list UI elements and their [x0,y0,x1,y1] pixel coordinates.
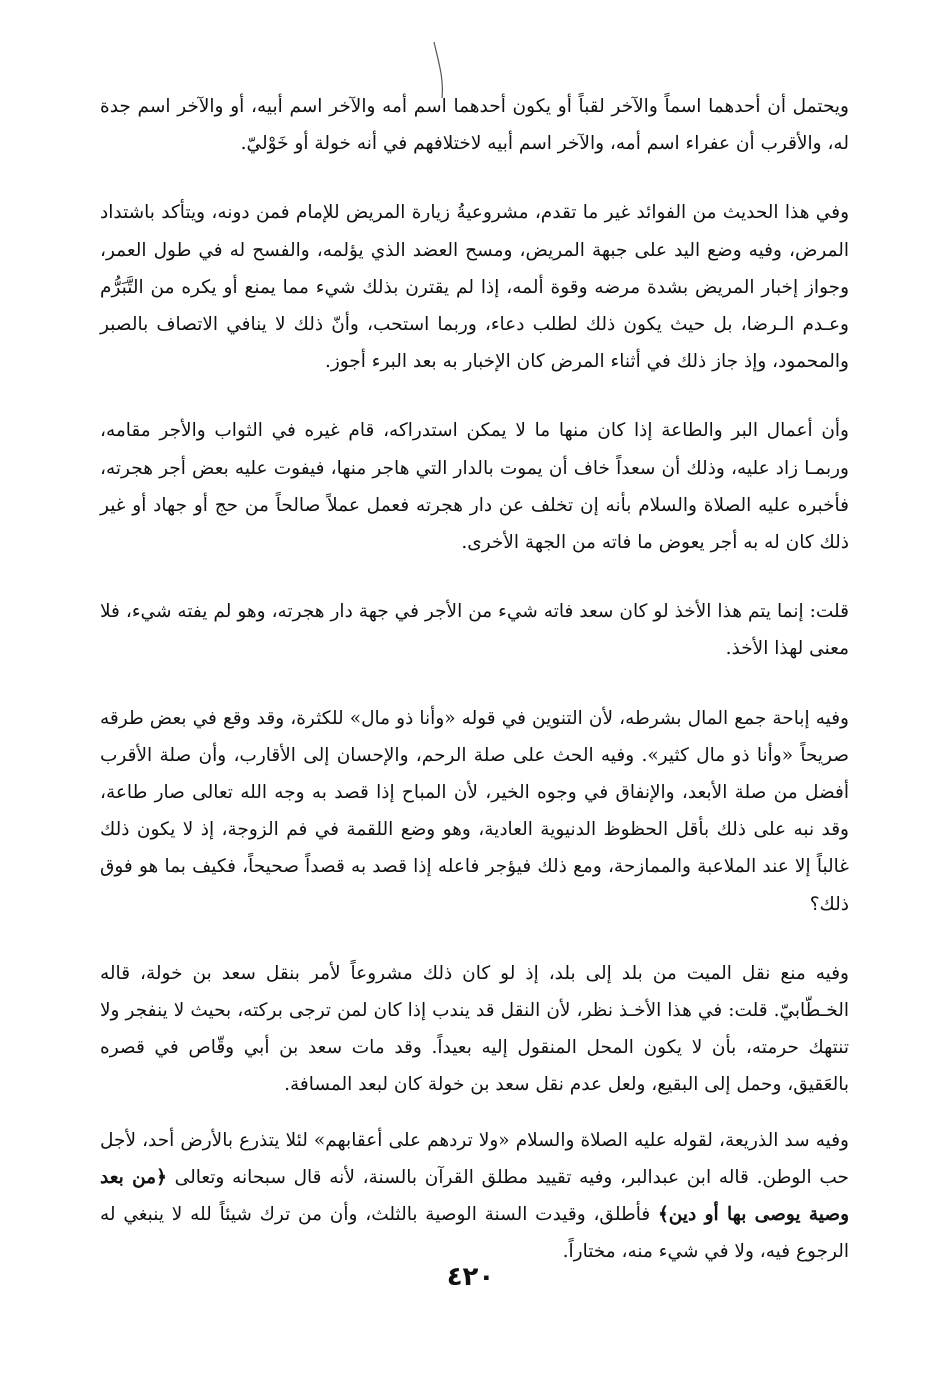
paragraph-1: ويحتمل أن أحدهما اسماً والآخر لقباً أو يكون أحدهما اسم أمه والآخر اسم أبيه، أو والآخر اسم جدة له، والأقرب أن عفراء اسم أمه، والآخر اسم أبيه لاختلافهم في أنه خولة أو خَوْليّ. [100,96,849,155]
paragraph-3: وأن أعمال البر والطاعة إذا كان منها ما لا يمكن استدراكه، قام غيره في الثواب والأجر مقامه، وربمـا زاد عليه، وذلك أن سعداً خاف أن يموت بالدار التي هاجر منها، فيفوت عليه بعض أجر هجرته، فأخبره عليه الصلاة والسلام بأنه إن تخلف عن دار هجرته فعمل عملاً صالحاً من حج أو جهاد أو غير ذلك كان له به أجر يعوض ما فاته من الجهة الأخرى. [100,420,849,554]
paragraph-7-start: وفيه سد الذريعة، لقوله عليه الصلاة والسلام «ولا تردهم على أعقابهم» لئلا يتذرع بالأرض أحد، لأجل حب الوطن. قاله ابن عبدالبر، وفيه تقييد مطلق القرآن بالسنة، لأنه قال سبحانه وتعالى [100,1129,849,1188]
page-number: ٤٢٠ [446,1262,495,1292]
paragraph-7 [100,1122,849,1271]
paragraph-6: وفيه منع نقل الميت من بلد إلى بلد، إذ لو كان ذلك مشروعاً لأمر بنقل سعد بن خولة، قاله الخـطّابيّ. قلت: في هذا الأخـذ نظر، لأن النقل قد يندب إذا كان لمن ترجى بركته، بحيث لا ينفجر ولا تنتهك حرمته، بأن لا يكون المحل المنقول إليه بعيداً. وقد مات سعد بن أبي وقّاص في قصره بالعَقيق، وحمل إلى البقيع، ولعل عدم نقل سعد بن خولة كان لبعد المسافة. [100,962,849,1096]
paragraph-2: وفي هذا الحديث من الفوائد غير ما تقدم، مشروعيةُ زيارة المريض للإمام فمن دونه، ويتأكد باشتداد المرض، وفيه وضع اليد على جبهة المريض، ومسح العضد الذي يؤلمه، والفسح له في طول العمر، وجواز إخبار المريض بشدة مرضه وقوة ألمه، إذا لم يقترن بذلك شيء مما يمنع أو يكره من التَّبَرُّم وعـدم الـرضا، بل حيث يكون ذلك لطلب دعاء، وربما استحب، وأنّ ذلك لا ينافي الاتصاف بالصبر والمحمود، وإذ جاز ذلك في أثناء المرض كان الإخبار به بعد البرء أجوز. [100,202,849,373]
quran-quote: ﴿من بعد وصية يوصى بها أو دين﴾ [100,1166,850,1226]
paragraph-4: قلت: إنما يتم هذا الأخذ لو كان سعد فاته شيء من الأجر في جهة دار هجرته، وهو لم يفته شيء، فلا معنى لهذا الأخذ. [100,601,849,660]
body-text [100,88,849,1270]
paragraph-7-end: فأطلق، وقيدت السنة الوصية بالثلث، وأن من ترك شيئاً لله لا ينبغي له الرجوع فيه، ولا في شيء منه، مختاراً. [100,1204,849,1263]
paragraph-5: وفيه إباحة جمع المال بشرطه، لأن التنوين في قوله «وأنا ذو مال» للكثرة، وقد وقع في بعض طرقه صريحاً «وأنا ذو مال كثير». وفيه الحث على صلة الرحم، والإحسان إلى الأقارب، وأن صلة الأقرب أفضل من صلة الأبعد، والإنفاق في وجوه الخير، لأن المباح إذا قصد به وجه الله تعالى صار طاعة، وقد نبه على ذلك بأقل الحظوظ الدنيوية العادية، وهو وضع اللقمة في فم الزوجة، إذ لا يكون ذلك غالباً إلا عند الملاعبة والممازحة، ومع ذلك فيؤجر فاعله إذا قصد به قصداً صحيحاً، فكيف بما هو فوق ذلك؟ [100,707,849,915]
